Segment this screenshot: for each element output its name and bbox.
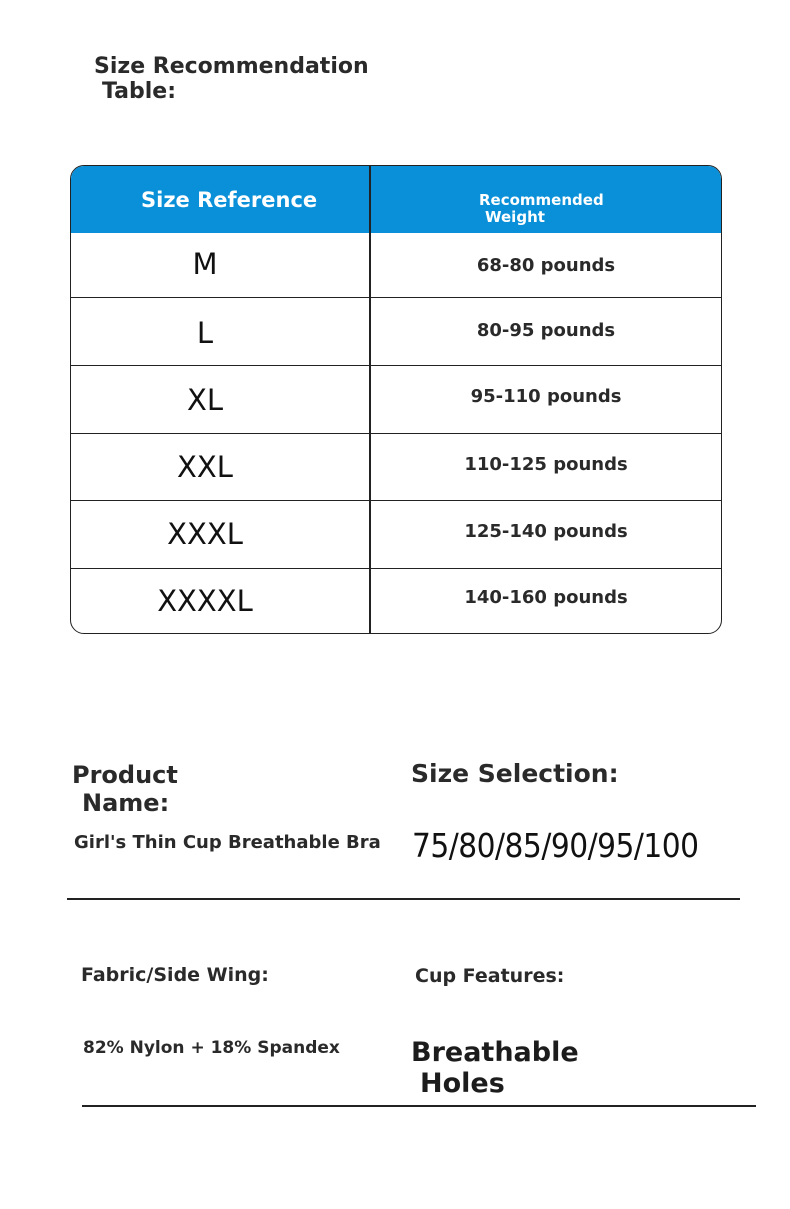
table-title-line1: Size Recommendation xyxy=(94,54,369,79)
product-name-label-line2: Name: xyxy=(82,788,170,817)
product-name-label xyxy=(72,762,272,817)
table-title-line2: Table: xyxy=(102,79,177,105)
table-row xyxy=(71,433,721,500)
product-name-label-line1: Product xyxy=(72,761,178,789)
section-divider xyxy=(82,1105,756,1107)
column-divider xyxy=(369,166,371,633)
row-size: XL xyxy=(186,383,224,417)
cup-features-value-line1: Breathable xyxy=(411,1037,579,1068)
table-header xyxy=(71,166,721,233)
table-row xyxy=(71,500,721,568)
row-size: XXXXL xyxy=(157,584,253,618)
cup-features-label: Cup Features: xyxy=(415,965,565,987)
table-row xyxy=(71,568,721,634)
table-row xyxy=(71,233,721,297)
row-size: XXL xyxy=(177,450,233,484)
table-row xyxy=(71,297,721,365)
row-weight: 125-140 pounds xyxy=(464,521,628,542)
header-recommended-weight xyxy=(479,192,639,226)
header-weight-line2: Weight xyxy=(485,207,545,226)
row-weight: 140-160 pounds xyxy=(464,587,628,608)
size-table xyxy=(70,165,722,634)
row-size: XXXL xyxy=(167,517,243,551)
table-title xyxy=(94,54,414,105)
size-selection-value: 75/80/85/90/95/100 xyxy=(412,826,699,865)
product-name-value: Girl's Thin Cup Breathable Bra xyxy=(74,832,381,853)
table-row xyxy=(71,365,721,433)
row-weight: 68-80 pounds xyxy=(476,255,616,276)
cup-features-value xyxy=(411,1037,671,1099)
row-size: M xyxy=(192,247,218,281)
fabric-value: 82% Nylon + 18% Spandex xyxy=(83,1038,340,1058)
header-weight-line1: Recommended xyxy=(479,191,604,209)
fabric-label: Fabric/Side Wing: xyxy=(81,964,269,986)
cup-features-value-line2: Holes xyxy=(420,1068,505,1100)
header-size-reference: Size Reference xyxy=(141,188,318,212)
row-weight: 110-125 pounds xyxy=(464,454,628,475)
section-divider xyxy=(67,898,740,900)
row-weight: 80-95 pounds xyxy=(476,320,616,341)
row-weight: 95-110 pounds xyxy=(470,386,622,407)
size-selection-label: Size Selection: xyxy=(411,759,619,788)
row-size: L xyxy=(196,316,214,350)
